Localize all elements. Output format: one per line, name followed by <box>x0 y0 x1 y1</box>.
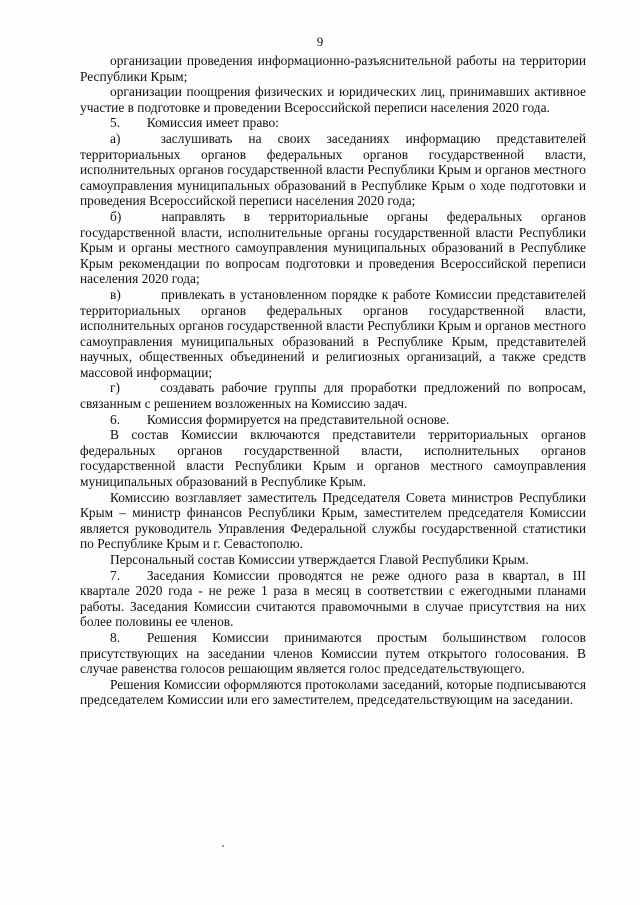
paragraph-composition: В состав Комиссии включаются представители территориальных органов федеральных органов государственной власти, исполнительных органов государственной власти Республики Крым и органов местного самоуправления муниципальных образований в Республике Крым. <box>80 427 586 490</box>
paragraph-item-8: 8. Решения Комиссии принимаются простым большинством голосов присутствующих на заседании членов Комиссии путем открытого голосования. В случае равенства голосов решающим является голос председательствующего. <box>80 629 586 677</box>
paragraph-protocols: Решения Комиссии оформляются протоколами заседаний, которые подписываются председателем Комиссии или его заместителем, председательствующим на заседании. <box>80 676 586 708</box>
paragraph-item-5: 5. Комиссия имеет право: <box>110 115 279 131</box>
paragraph-item-6: 6. Комиссия формируется на представительной основе. <box>110 411 450 427</box>
paragraph-item-g: г) создавать рабочие группы для проработки предложений по вопросам, связанным с решением возложенных на Комиссию задач. <box>80 380 586 412</box>
paragraph-leadership: Комиссию возглавляет заместитель Председателя Совета министров Республики Крым – министр финансов Республики Крым, заместителем председателя Комиссии является руководитель Управления Федеральной службы государственной статистики по Республике Крым и г. Севастополю. <box>80 489 586 552</box>
paragraph-item-b: б) направлять в территориальные органы федеральных органов государственной власти, исполнительные органы государственной власти Республики Крым и органы местного самоуправления муниципальных образований в Республике Крым рекомендации по вопросам подготовки и проведения Всероссийской переписи населения 2020 года; <box>80 208 586 287</box>
paragraph-item-7: 7. Заседания Комиссии проводятся не реже одного раза в квартал, в III квартале 2020 года - не реже 1 раза в месяц в соответствии с ежегодными планами работы. Заседания Комиссии считаются правомочными в случае присутствия на них более половины ее членов. <box>80 567 586 630</box>
scan-speck <box>222 845 224 847</box>
paragraph-info-work: организации проведения информационно-разъяснительной работы на территории Республики Крым; <box>80 53 586 84</box>
paragraph-personnel: Персональный состав Комиссии утверждается Главой Республики Крым. <box>110 552 529 567</box>
document-body <box>80 53 586 708</box>
paragraph-item-v: в) привлекать в установленном порядке к работе Комиссии представителей территориальных органов федеральных органов государственной власти, исполнительных органов государственной власти Республики Крым и органов местного самоуправления муниципальных образований в Республике Крым, представителей научных, общественных объединений и религиозных организаций, а также средств массовой информации; <box>80 286 586 380</box>
paragraph-item-a: а) заслушивать на своих заседаниях информацию представителей территориальных органов федеральных органов государственной власти, исполнительных органов государственной власти Республики Крым и органов местного самоуправления муниципальных образований в Республике Крым о ходе подготовки и проведения Всероссийской переписи населения 2020 года; <box>80 130 586 209</box>
page-number: 9 <box>316 34 324 49</box>
paragraph-encouragement: организации поощрения физических и юридических лиц, принимавших активное участие в подготовке и проведении Всероссийской переписи населения 2020 года. <box>80 84 586 115</box>
